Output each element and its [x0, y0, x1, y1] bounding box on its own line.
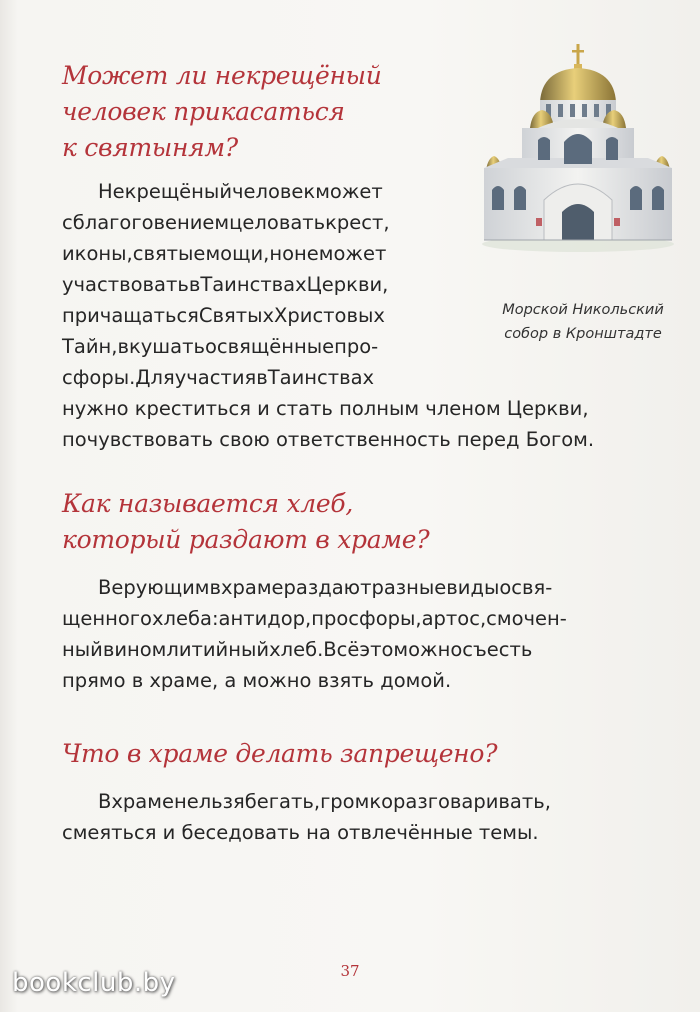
section-2-title	[62, 486, 429, 558]
word: целовать	[229, 211, 326, 234]
word: ный	[62, 638, 103, 661]
section-3-body	[62, 786, 652, 848]
section-2-body	[62, 572, 652, 696]
word: раздают	[283, 576, 372, 599]
word: Для	[135, 366, 175, 389]
word: артос,	[421, 607, 487, 630]
word: не	[294, 242, 319, 265]
word: Церкви,	[306, 273, 389, 296]
word: В	[98, 790, 112, 813]
section-2-title-line: Как называется хлеб,	[62, 489, 353, 518]
illustration-caption	[478, 298, 688, 346]
section-1-body-line	[62, 238, 450, 269]
word: Тайн,	[62, 335, 118, 358]
word: Некрещёный	[98, 180, 232, 203]
word: Таинствах	[200, 273, 307, 296]
word: просфоры,	[311, 607, 422, 630]
section-2-body-line	[62, 603, 652, 634]
word: нельзя	[173, 790, 245, 813]
word: святые	[132, 242, 206, 265]
word: с	[62, 211, 73, 234]
caption-line: собор в Кронштадте	[504, 326, 662, 342]
word: виды	[446, 576, 500, 599]
word: освящённые	[204, 335, 335, 358]
section-1-body-line	[62, 176, 450, 207]
word: съесть	[462, 638, 533, 661]
word: иконы,	[62, 242, 133, 265]
word: участвовать	[62, 273, 189, 296]
section-1-body-line	[62, 207, 450, 238]
word: можно	[393, 638, 463, 661]
word: человек	[232, 180, 316, 203]
section-2-body-line: прямо в храме, а можно взять домой.	[62, 669, 452, 692]
word: Таинствах	[267, 366, 375, 389]
section-2-title-line: который раздают в храме?	[62, 525, 430, 554]
word: Всё	[323, 638, 360, 661]
word: но	[269, 242, 295, 265]
word: литийный	[166, 638, 270, 661]
word: Верующим	[98, 576, 210, 599]
word: Христовых	[274, 304, 385, 327]
word: щенного	[62, 607, 152, 630]
caption-line: Морской Никольский	[502, 302, 664, 318]
page-number: 37	[340, 962, 360, 980]
word: это	[359, 638, 394, 661]
word: про-	[334, 335, 379, 358]
word: Святых	[198, 304, 275, 327]
word: благоговением	[72, 211, 230, 234]
cathedral-illustration	[478, 40, 678, 280]
site-watermark: bookclub.by	[12, 968, 176, 998]
word: может	[318, 242, 387, 265]
word: причащаться	[62, 304, 199, 327]
word: храме	[111, 790, 174, 813]
section-1-title-line: к святыням?	[62, 133, 238, 162]
word: сфоры.	[62, 366, 136, 389]
word: хлеба:	[151, 607, 219, 630]
section-1-body-line: почувствовать свою ответственность перед Богом.	[62, 428, 595, 451]
word: в	[256, 366, 268, 389]
word: в	[209, 576, 221, 599]
section-1-title	[62, 58, 382, 166]
section-2-body-line	[62, 634, 652, 665]
word: разные	[371, 576, 447, 599]
word: смочен-	[486, 607, 567, 630]
word: громко	[320, 790, 394, 813]
section-2-body-line	[62, 572, 652, 603]
section-1-body-line: нужно креститься и стать полным членом Церкви,	[62, 397, 589, 420]
section-1-body-line	[62, 269, 450, 300]
section-3-body-line	[62, 786, 652, 817]
section-3-title-line: Что в храме делать запрещено?	[62, 739, 498, 768]
section-1-body-line	[62, 331, 450, 362]
word: вином	[102, 638, 167, 661]
section-1-body-line	[62, 300, 450, 331]
word: участия	[174, 366, 257, 389]
word: вкушать	[117, 335, 205, 358]
word: антидор,	[218, 607, 312, 630]
word: мощи,	[205, 242, 270, 265]
section-3-title	[62, 736, 497, 772]
word: крест,	[325, 211, 390, 234]
word: храме	[220, 576, 284, 599]
word: разговаривать,	[393, 790, 551, 813]
word: бегать,	[244, 790, 321, 813]
section-3-body-line: смеяться и беседовать на отвлечённые темы.	[62, 821, 539, 844]
section-1-title-line: Может ли некрещёный	[62, 61, 382, 90]
word: освя-	[499, 576, 553, 599]
word: может	[315, 180, 383, 203]
section-1-title-line: человек прикасаться	[62, 97, 345, 126]
word: хлеб.	[269, 638, 324, 661]
word: в	[188, 273, 201, 296]
section-1-body-line	[62, 362, 450, 393]
